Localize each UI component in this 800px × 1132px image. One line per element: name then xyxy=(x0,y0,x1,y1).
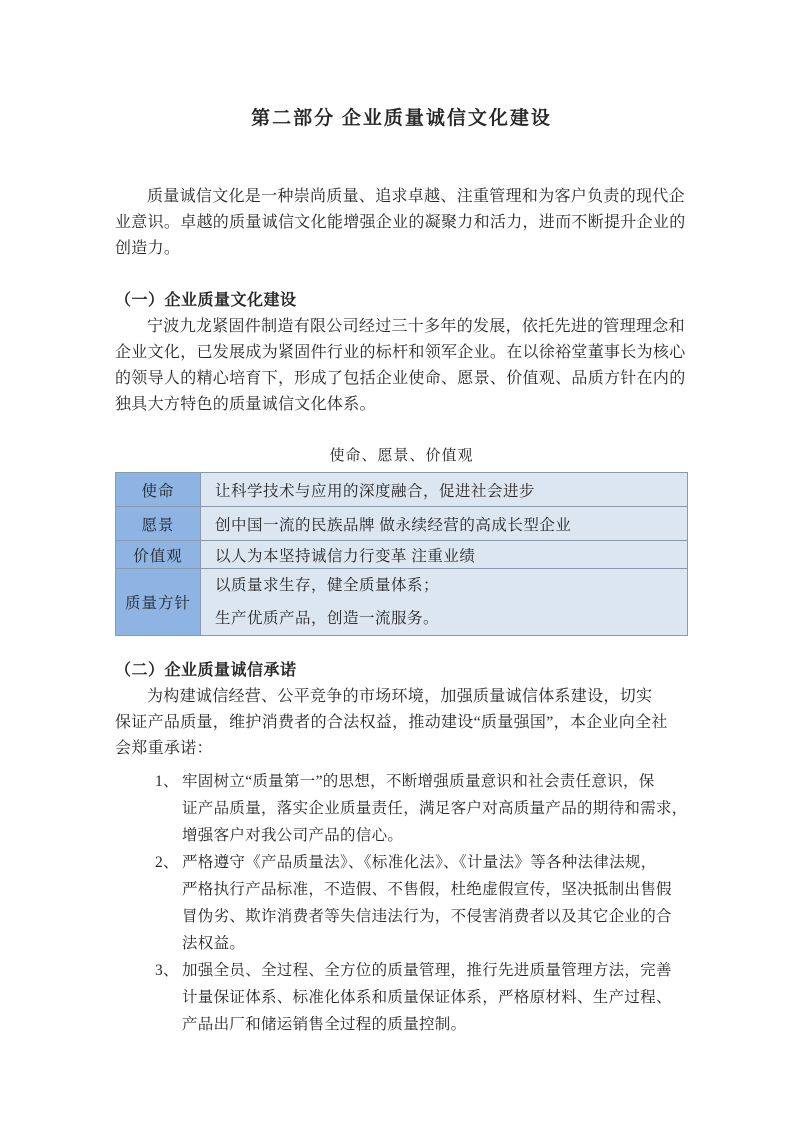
list-item-1 xyxy=(155,768,688,849)
section2-paragraph: 为构建诚信经营、公平竞争的市场环境，加强质量诚信体系建设，切实 保证产品质量，维护消费者的合法权益，推动建设“质量强国”，本企业向全社 会郑重承诺： xyxy=(115,688,668,757)
table-row-vision xyxy=(116,507,688,541)
quality-policy-line-2: 生产优质产品，创造一流服务。 xyxy=(215,610,440,627)
row-label: 愿景 xyxy=(116,507,201,541)
row-value: 让科学技术与应用的深度融合，促进社会进步 xyxy=(201,473,688,507)
row-value xyxy=(201,569,688,636)
row-label: 价值观 xyxy=(116,541,201,569)
mission-vision-values-table xyxy=(115,472,688,636)
section1-paragraph: 宁波九龙紧固件制造有限公司经过三十多年的发展，依托先进的管理理念和 企业文化，已发展成为紧固件行业的标杆和领军企业。在以徐裕堂董事长为核心 的领导人的精心培育下，形成了包括企业使命、愿景、价值观、品质方针在内的 独具大方特色的质量诚信文化体系。 xyxy=(115,318,686,413)
list-item-number: 3、 xyxy=(155,962,179,979)
row-label: 质量方针 xyxy=(116,569,201,636)
list-item-number: 2、 xyxy=(155,854,179,871)
intro-paragraph: 质量诚信文化是一种崇尚质量、追求卓越、注重管理和为客户负责的现代企 业意识。卓越的质量诚信文化能增强企业的凝聚力和活力，进而不断提升企业的 创造力。 xyxy=(115,188,686,257)
section1-heading: （一）企业质量文化建设 xyxy=(115,292,297,309)
list-item-3 xyxy=(155,957,688,1038)
list-item-2 xyxy=(155,849,688,957)
list-item-text: 严格遵守《产品质量法》、《标准化法》、《计量法》等各种法律法规， 严格执行产品标准，不造假、不售假，杜绝虚假宣传，坚决抵制出售假 冒伪劣、欺诈消费者等失信违法行为，不侵害消费者以及其它企业的合 法权益。 xyxy=(182,854,672,952)
section2-heading: （二）企业质量诚信承诺 xyxy=(115,662,297,679)
list-item-text: 加强全员、全过程、全方位的质量管理，推行先进质量管理方法，完善 计量保证体系、标准化体系和质量保证体系，严格原材料、生产过程、 产品出厂和储运销售全过程的质量控制。 xyxy=(182,962,672,1033)
commitment-list xyxy=(115,768,688,1038)
row-value: 创中国一流的民族品牌 做永续经营的高成长型企业 xyxy=(201,507,688,541)
table-caption: 使命、愿景、价值观 xyxy=(329,448,474,464)
table-row-values xyxy=(116,541,688,569)
list-item-number: 1、 xyxy=(155,773,179,790)
row-label: 使命 xyxy=(116,473,201,507)
table-row-mission xyxy=(116,473,688,507)
list-item-text: 牢固树立“质量第一”的思想，不断增强质量意识和社会责任意识，保 证产品质量，落实企业质量责任，满足客户对高质量产品的期待和需求， 增强客户对我公司产品的信心。 xyxy=(182,773,688,844)
quality-policy-line-1: 以质量求生存，健全质量体系； xyxy=(215,577,440,594)
table-row-quality-policy xyxy=(116,569,688,636)
document-title: 第二部分 企业质量诚信文化建设 xyxy=(251,108,552,129)
row-value: 以人为本坚持诚信力行变革 注重业绩 xyxy=(201,541,688,569)
